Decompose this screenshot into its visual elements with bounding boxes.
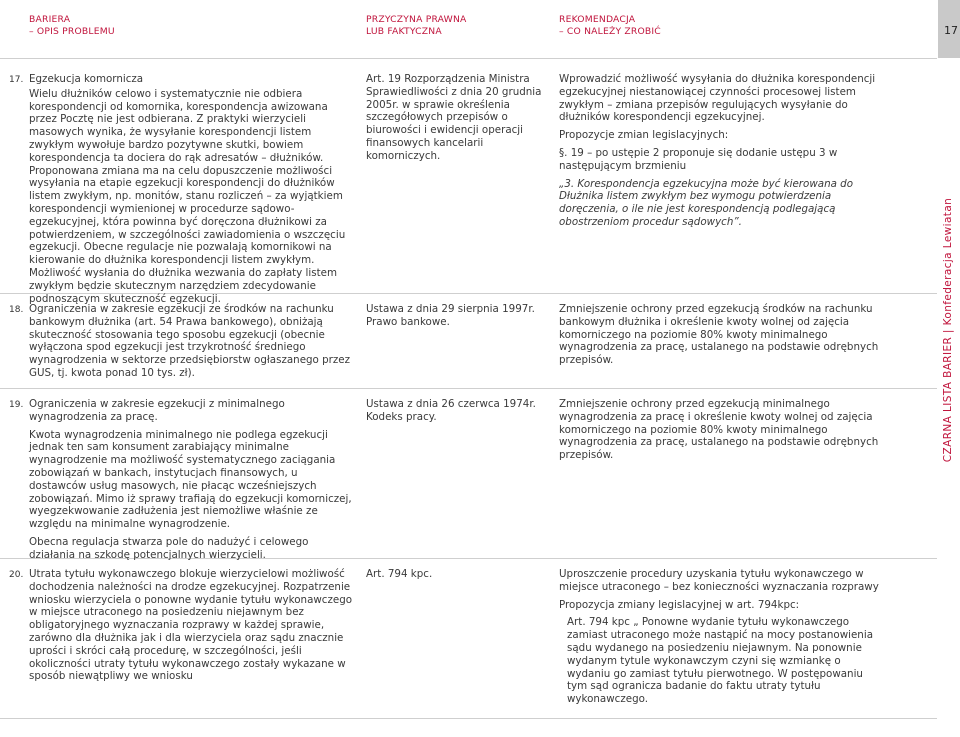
barrier-title: Egzekucja komornicza — [29, 73, 144, 85]
recommendation-proposal-heading: Propozycje zmian legislacyjnych: — [559, 129, 729, 142]
row-number-19: 19. — [9, 400, 24, 410]
barrier-text: Obecna regulacja stwarza pole do nadużyć i celowego działania na szkodę potencjalnych wierzycieli. — [29, 535, 309, 561]
recommendation-text: Zmniejszenie ochrony przed egzekucją minimalnego wynagrodzenia za pracę i określenie kwoty wolnej od zajęcia komorniczego na poziomie 80% kwoty minimalnego wynagrodzenia za pracę, ustalanego na podstawie odrębnych przepisów. — [559, 398, 879, 462]
row-19-recommendation — [559, 398, 881, 467]
column-header-barrier-line1: BARIERA — [29, 14, 71, 25]
recommendation-text: Uproszczenie procedury uzyskania tytułu wykonawczego w miejsce utraconego – bez konieczności wyznaczania rozprawy — [559, 568, 879, 593]
row-20-barrier — [29, 568, 355, 688]
column-header-barrier-line2: – OPIS PROBLEMU — [29, 26, 115, 37]
cause-text: Ustawa z dnia 29 sierpnia 1997r. Prawo bankowe. — [366, 303, 535, 328]
row-17-recommendation — [559, 73, 881, 234]
barrier-text: Ograniczenia w zakresie egzekucji ze środków na rachunku bankowym dłużnika (art. 54 Prawa bankowego), obniżają skuteczność stosowania tego sposobu egzekucji (obecnie wyłączona spod egzekucji jest trzykrotność średniego wynagrodzenia w sektorze przedsiębiorstw ogłaszanego przez GUS, tj. kwota ponad 10 tys. zł). — [29, 303, 351, 379]
row-19-cause — [366, 398, 546, 429]
row-17-barrier — [29, 73, 355, 310]
recommendation-text: Wprowadzić możliwość wysyłania do dłużnika korespondencji egzekucyjnej niestanowiącej czynności procesowej listem zwykłym – zmiana przepisów regulujących wysyłanie do dłużników korespondencji egzekucyjnej. — [559, 73, 876, 124]
row-number-17: 17. — [9, 75, 24, 85]
barrier-text: Kwota wynagrodzenia minimalnego nie podlega egzekucji jednak ten sam konsument zarabiający minimalne wynagrodzenie ma możliwość systematycznego zaciągania zobowiązań w bankach, instytucjach finansowych, u dostawców usług masowych, nie płacąc wcześniejszych zobowiązań. Mimo iż sprawy trafiają do egzekucji komorniczej, wyegzekwowanie zadłużenia jest niemożliwe właśnie ze względu na minimalne wynagrodzenie. — [29, 428, 352, 531]
recommendation-proposal-heading: Propozycja zmiany legislacyjnej w art. 794kpc: — [559, 598, 800, 611]
divider — [0, 58, 937, 59]
recommendation-paragraph: §. 19 – po ustępie 2 proponuje się dodanie ustępu 3 w następującym brzmieniu — [559, 146, 838, 172]
column-header-cause-line1: PRZYCZYNA PRAWNA — [366, 14, 467, 25]
barrier-title: Ograniczenia w zakresie egzekucji z minimalnego wynagrodzenia za pracę. — [29, 398, 285, 423]
recommendation-quote: Art. 794 kpc „ Ponowne wydanie tytułu wykonawczego zamiast utraconego może nastąpić na mocy postanowienia sądu wydanego na posiedzeniu niejawnym. Na ponownie wydanym tytule wykonawczym czyni się wzmiankę o wydaniu go zamiast tytułu pierwotnego. W postępowaniu tym sąd ogranicza badanie do faktu utraty tytułu wykonawczego. — [567, 616, 874, 706]
column-header-recommendation-line2: – CO NALEŻY ZROBIĆ — [559, 26, 661, 37]
barrier-text: Utrata tytułu wykonawczego blokuje wierzycielowi możliwość dochodzenia należności na drodze egzekucyjnej. Rozpatrzenie wniosku wierzyciela o ponowne wydanie tytułu wykonawczego w miejsce utraconego na posiedzeniu niejawnym bez obligatoryjnego wyznaczania rozprawy w każdej sprawie, zarówno dla dłużnika jak i dla wierzyciela oraz sądu znacznie uprości i skróci całą procedurę, w szczególności, jeśli okoliczności utraty tytułu wykonawczego zostały wykazane w sposób niewątpliwy we wniosku — [29, 568, 353, 683]
barrier-text: Wielu dłużników celowo i systematycznie nie odbiera korespondencji od komornika, korespondencja awizowana przez Pocztę nie jest odbierana. Z praktyki wierzycieli masowych wynika, że wysyłanie korespondencji listem zwykłym wywołuje bardzo pozytywne skutki, bowiem korespondencja ta dociera do rąk adresatów – dłużników. Proponowana zmiana ma na celu dopuszczenie możliwości wysyłania na etapie egzekucji korespondencji do dłużników listem zwykłym, np. monitów, stanu rozliczeń – za wyjątkiem korespondencji wymienionej w procedurze sądowo-egzekucyjnej, która powinna być doręczona dłużnikowi za potwierdzeniem, w szczególności zawiadomienia o wszczęciu egzekucji. Obecne regulacje nie pozwalają komornikowi na kierowanie do dłużnika korespondencji listem zwykłym. Możliwość wysłania do dłużnika wezwania do zapłaty listem zwykłym będzie skutecznym narzędziem zdecydowanie podnoszącym skuteczność egzekucji. — [29, 87, 346, 305]
row-20-recommendation — [559, 568, 881, 711]
row-18-recommendation — [559, 303, 881, 372]
sidebar-label: CZARNA LISTA BARIER | Konfederacja Lewiatan — [942, 197, 954, 463]
row-number-18: 18. — [9, 305, 24, 315]
row-19-barrier — [29, 398, 355, 567]
cause-text: Art. 794 kpc. — [366, 568, 433, 580]
page-number: 17 — [944, 24, 958, 37]
column-header-recommendation-line1: REKOMENDACJA — [559, 14, 636, 25]
column-header-barrier — [29, 14, 115, 38]
row-17-cause — [366, 73, 546, 168]
column-header-cause — [366, 14, 467, 38]
recommendation-quote: „3. Korespondencja egzekucyjna może być kierowana do Dłużnika listem zwykłym bez wymogu potwierdzenia doręczenia, o ile nie jest korespondencją podlegającą obostrzeniom procedur sądowych”. — [559, 177, 854, 228]
column-header-recommendation — [559, 14, 661, 38]
row-18-barrier — [29, 303, 355, 385]
cause-text: Art. 19 Rozporządzenia Ministra Sprawiedliwości z dnia 20 grudnia 2005r. w sprawie określenia szczegółowych przepisów o biurowości i ewidencji operacji finansowych kancelarii komorniczych. — [366, 73, 542, 162]
divider — [0, 388, 937, 389]
divider — [0, 718, 937, 719]
cause-text: Ustawa z dnia 26 czerwca 1974r. Kodeks pracy. — [366, 398, 536, 423]
row-18-cause — [366, 303, 546, 334]
row-20-cause — [366, 568, 546, 586]
recommendation-text: Zmniejszenie ochrony przed egzekucją środków na rachunku bankowym dłużnika i określenie kwoty wolnej od zajęcia komorniczego na poziomie 80% kwoty minimalnego wynagrodzenia za pracę, ustalanego na podstawie odrębnych przepisów. — [559, 303, 879, 367]
row-number-20: 20. — [9, 570, 24, 580]
column-header-cause-line2: LUB FAKTYCZNA — [366, 26, 442, 37]
